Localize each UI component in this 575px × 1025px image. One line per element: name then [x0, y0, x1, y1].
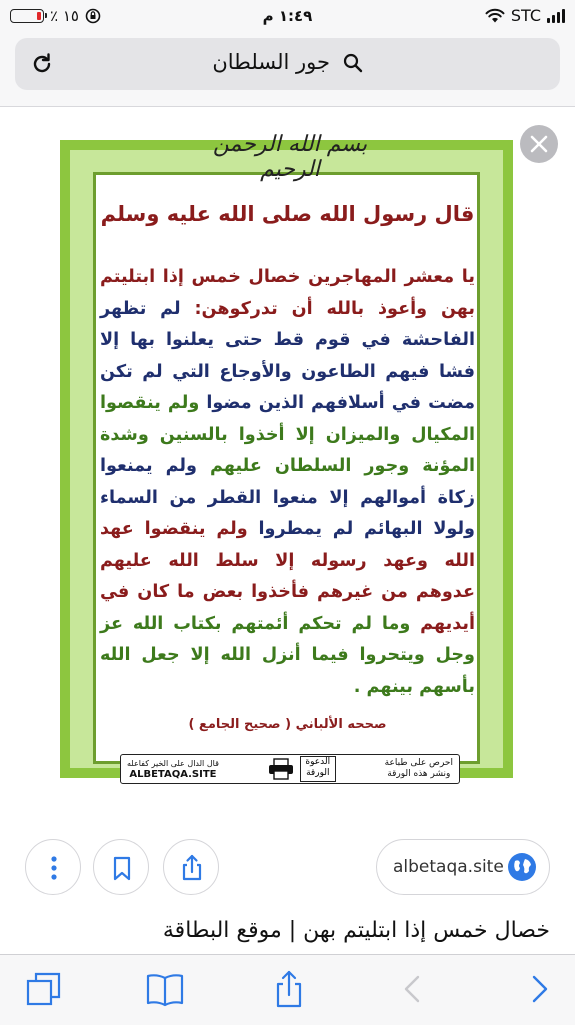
footer-logo: الدعوة الورقة	[300, 756, 336, 782]
hadith-card-image	[60, 122, 513, 787]
tabs-icon[interactable]	[24, 969, 64, 1009]
forward-icon[interactable]	[520, 969, 560, 1009]
image-actions-row	[0, 812, 575, 912]
footer-site: ALBETAQA.SITE	[129, 769, 217, 780]
footer-left	[127, 758, 219, 780]
status-time: ١:٤٩ م	[262, 7, 313, 25]
status-right	[485, 6, 565, 25]
footer-right-line2: ونشر هذه الورقة	[387, 769, 451, 779]
search-query-wrap	[15, 50, 560, 74]
more-options-button[interactable]	[25, 839, 81, 895]
footer-middle	[268, 756, 336, 782]
card-heading: قال رسول الله صلى الله عليه وسلم	[100, 202, 475, 226]
visit-site-button[interactable]	[376, 839, 550, 895]
url-field[interactable]	[15, 38, 560, 90]
hadith-segment: يا معشر المهاجرين خصال خمس إذا ابتليتم بهن وأعوذ بالله أن تدركوهن:	[100, 267, 475, 319]
printer-icon	[268, 758, 294, 780]
address-bar	[0, 34, 575, 107]
save-bookmark-button[interactable]	[93, 839, 149, 895]
footer-right-line1: احرص على طباعة	[384, 758, 453, 768]
status-bar	[0, 0, 575, 34]
carrier-label: STC	[510, 6, 541, 25]
wifi-icon	[485, 8, 505, 24]
search-icon	[343, 53, 363, 73]
share-button[interactable]	[163, 839, 219, 895]
globe-icon	[507, 852, 537, 882]
bottom-toolbar	[0, 954, 575, 1025]
close-button[interactable]	[520, 125, 558, 163]
result-page-title[interactable]: خصال خمس إذا ابتليتم بهن | موقع البطاقة	[162, 918, 550, 943]
search-query-text: جور السلطان	[212, 50, 330, 74]
site-label: albetaqa.site	[393, 857, 504, 877]
hadith-segment: لم تظهر الفاحشة في قوم قط حتى يعلنوا بها إلا فشا فيهم الطاعون والأوجاع التي لم تكن مضت في أسلافهم الذين مضوا	[100, 298, 476, 413]
hadith-segment: ولم يمنعوا زكاة أموالهم إلا منعوا القطر من السماء ولولا البهائم لم يمطروا	[100, 456, 475, 539]
card-footer-box	[120, 754, 460, 784]
hadith-segment: ولم ينقضوا عهد الله وعهد رسوله إلا سلط الله عليهم عدوهم من غيرهم فأخذوا بعض ما كان في أيديهم	[100, 519, 475, 634]
hadith-segment: ولم ينقصوا المكيال والميزان إلا أخذوا بالسنين وشدة المؤنة وجور السلطان عليهم	[100, 393, 475, 476]
back-icon[interactable]	[392, 969, 432, 1009]
share-icon	[164, 840, 220, 896]
battery-percent: ٪ ١٥	[50, 7, 79, 25]
bismillah-calligraphy: بسم الله الرحمن الرحيم	[212, 132, 368, 182]
share-page-icon[interactable]	[269, 969, 309, 1009]
more-vertical-icon	[26, 840, 82, 896]
signal-strength-icon	[547, 9, 565, 23]
close-icon	[520, 125, 558, 163]
bookmarks-icon[interactable]	[145, 969, 185, 1009]
hadith-text	[100, 262, 475, 703]
hadith-source: صححه الألباني ( صحيح الجامع )	[188, 717, 387, 732]
bookmark-icon	[94, 840, 150, 896]
footer-right	[385, 758, 453, 780]
hadith-segment: وما لم تحكم أئمتهم بكتاب الله عز وجل ويتحروا فيما أنزل الله إلا جعل الله بأسهم بينهم .	[100, 613, 475, 697]
footer-left-line1: قال الدال على الخير كفاعله	[127, 759, 219, 768]
